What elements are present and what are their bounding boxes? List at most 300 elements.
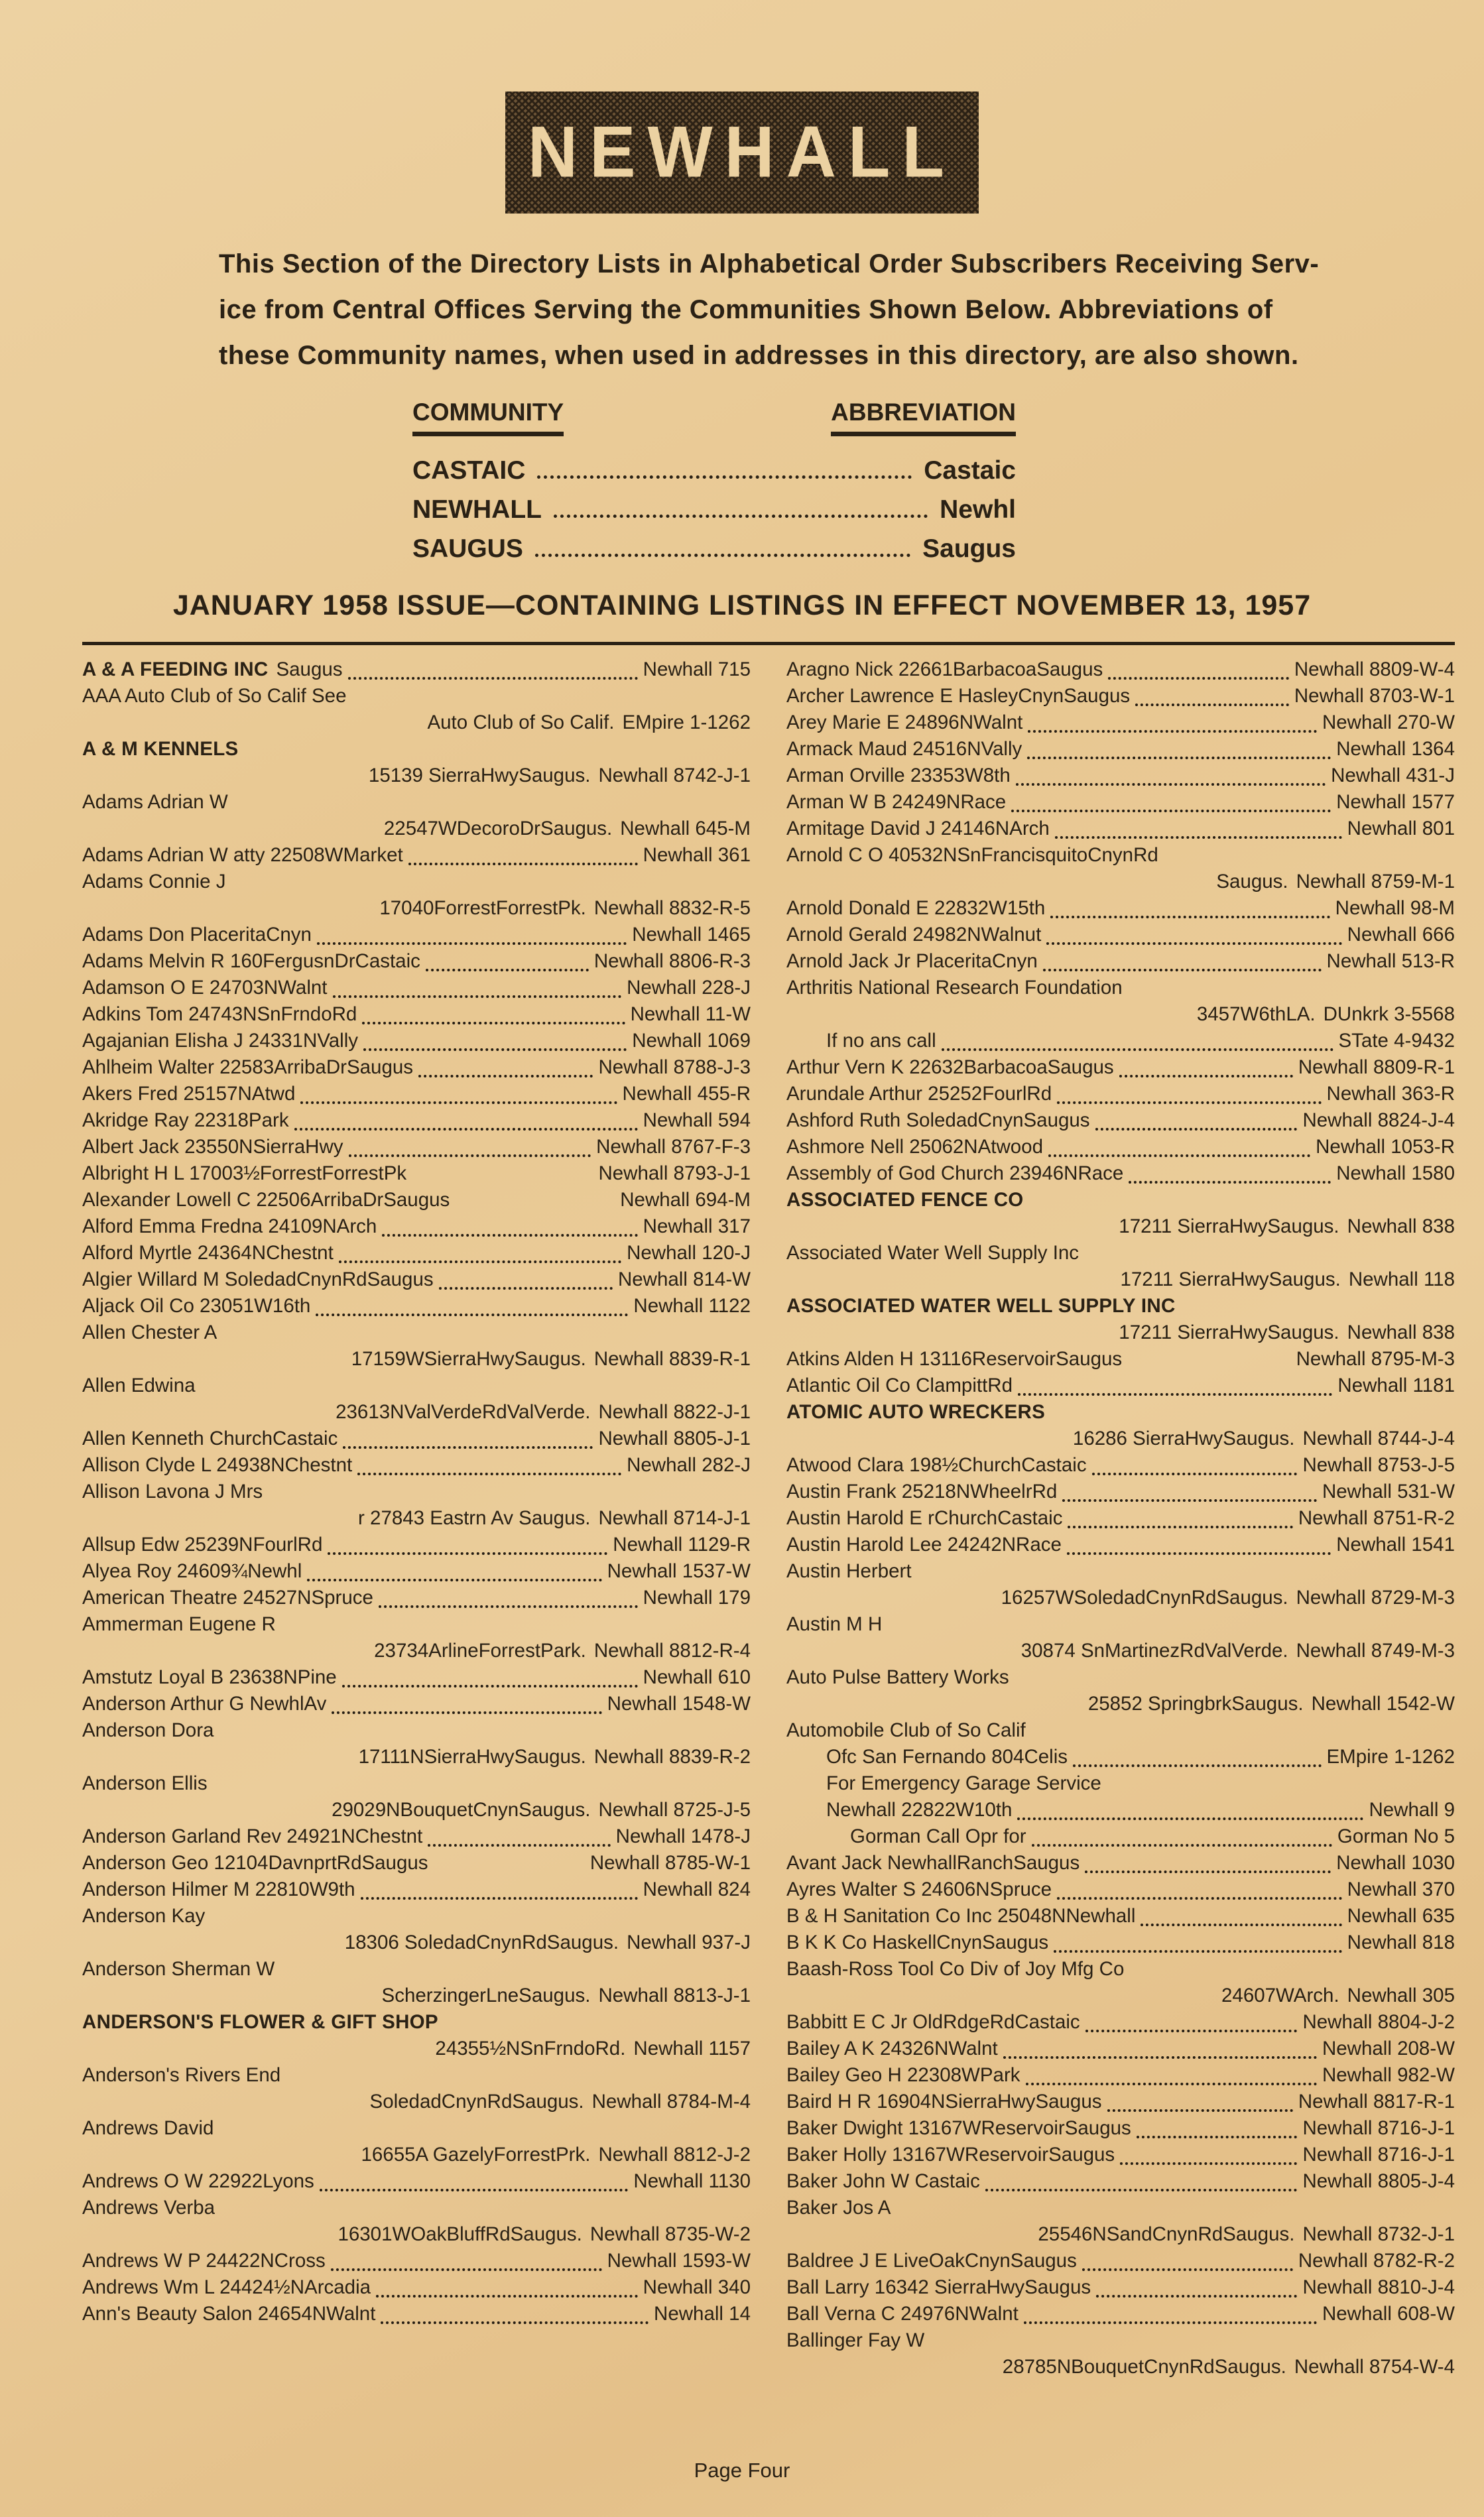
dot-leader [348,677,638,680]
dot-leader [1043,969,1322,971]
directory-entry-line [82,1454,751,1481]
directory-entry-line [82,1905,751,1932]
entry-phone: Newhall 361 [643,844,751,866]
entry-address: Saugus. [1216,871,1288,892]
directory-entry-line [786,1985,1455,2011]
entry-name: Baker John W Castaic [786,2170,980,2192]
entry-phone: Newhall 8813-J-1 [598,1985,751,2006]
entry-phone: Newhall 305 [1347,1985,1455,2006]
directory-entry-line [786,1799,1455,1825]
entry-address: 23613NValVerdeRdValVerde. [336,1401,591,1423]
entry-address: 25852 SpringbrkSaugus. [1087,1693,1304,1715]
dot-leader [343,1446,593,1449]
dot-leader [342,1685,638,1688]
directory-entry-line [786,2276,1455,2303]
entry-name: AAA Auto Club of So Calif See [82,685,347,707]
community-name: SAUGUS [412,534,523,563]
entry-name: Arundale Arthur 25252FourlRd [786,1083,1052,1105]
entry-phone: Newhall 8716-J-1 [1302,2144,1455,2166]
directory-entry-line [82,871,751,897]
entry-phone: Newhall 818 [1347,1932,1455,1953]
directory-entry-line [786,2223,1455,2250]
dot-leader [1046,942,1341,945]
entry-name: Andrews David [82,2117,214,2139]
directory-entry-line [786,2197,1455,2223]
entry-name: Allison Lavona J Mrs [82,1481,263,1503]
directory-entry-line [786,1587,1455,1613]
directory-entry-line [786,950,1455,977]
entry-name: Arnold Jack Jr PlaceritaCnyn [786,950,1038,972]
dot-leader [1017,1817,1363,1820]
entry-name: Anderson Arthur G NewhlAv [82,1693,327,1715]
entry-address: 17040ForrestForrestPk. [379,897,586,919]
entry-name: Akers Fred 25157NAtwd [82,1083,296,1105]
directory-entry-line [82,711,751,738]
listings-column-left [82,658,751,2382]
entry-phone: Newhall 8804-J-2 [1302,2011,1455,2033]
community-abbreviation: Newhl [940,495,1016,524]
dot-leader [1068,1526,1292,1528]
directory-entry-line [786,1030,1455,1056]
directory-entry-line [82,2250,751,2276]
entry-phone: Newhall 8749-M-3 [1296,1640,1455,1662]
entry-name: Bailey A K 24326NWalnt [786,2038,998,2059]
entry-phone: Newhall 228-J [627,977,751,999]
dot-leader [1011,810,1331,812]
directory-entry-line [786,1083,1455,1109]
entry-phone: Newhall 8824-J-4 [1302,1109,1455,1131]
entry-phone: Newhall 1030 [1336,1852,1455,1874]
entry-name: Austin Frank 25218NWheelrRd [786,1481,1058,1503]
entry-address: SoledadCnynRdSaugus. [369,2091,584,2113]
entry-name: Aragno Nick 22661BarbacoaSaugus [786,658,1103,680]
entry-phone: Newhall 814-W [617,1268,751,1290]
entry-phone: Newhall 8767-F-3 [596,1136,751,1158]
entry-phone: Newhall 8812-J-2 [598,2144,751,2166]
directory-entry-line [82,897,751,924]
dot-leader [382,1234,637,1237]
entry-phone: DUnkrk 3-5568 [1323,1003,1455,1025]
newhall-logo [505,92,979,214]
entry-name: Ashmore Nell 25062NAtwood [786,1136,1043,1158]
directory-entry-line [82,1428,751,1454]
entry-phone: Newhall 8822-J-1 [598,1401,751,1423]
dot-leader [294,1128,638,1131]
entry-address: 3457W6thLA. [1196,1003,1316,1025]
directory-entry-line [82,1030,751,1056]
directory-entry-line [786,1958,1455,1985]
directory-entry-line [82,2223,751,2250]
directory-entry-line [786,1878,1455,1905]
entry-name: Ann's Beauty Salon 24654NWalnt [82,2303,376,2325]
entry-name: Arnold Donald E 22832W15th [786,897,1046,919]
entry-name: Atlantic Oil Co ClampittRd [786,1375,1013,1396]
directory-entry-line [82,685,751,711]
directory-entry-line [786,977,1455,1003]
directory-entry-line [786,1719,1455,1746]
table-row [412,495,1016,534]
dot-leader [1026,2083,1317,2085]
community-name: CASTAIC [412,456,526,485]
entry-address: 25546NSandCnynRdSaugus. [1038,2223,1295,2245]
directory-entry-line [82,1268,751,1295]
dot-leader [1085,1871,1331,1873]
directory-entry-line [82,818,751,844]
dot-leader [426,969,589,971]
entry-phone: Newhall 838 [1347,1321,1455,1343]
directory-entry-line [82,1534,751,1560]
entry-phone: Newhall 1580 [1336,1162,1455,1184]
dot-leader [1085,2030,1298,2032]
entry-phone: Newhall 666 [1347,924,1455,946]
entry-address: 18306 SoledadCnynRdSaugus. [344,1932,619,1953]
intro-paragraph [219,241,1444,379]
entry-phone: Newhall 1129-R [613,1534,751,1556]
directory-entry-line [82,1348,751,1375]
directory-entry-line [786,1666,1455,1693]
entry-name: Ballinger Fay W [786,2329,925,2351]
directory-entry-line [82,924,751,950]
entry-name: Ball Larry 16342 SierraHwySaugus [786,2276,1091,2298]
directory-entry-line [786,897,1455,924]
directory-entry-line [786,1560,1455,1587]
entry-phone: Newhall 8751-R-2 [1298,1507,1455,1529]
entry-name: Andrews O W 22922Lyons [82,2170,314,2192]
entry-phone: Newhall 8754-W-4 [1294,2356,1455,2378]
directory-entry-line [82,1932,751,1958]
entry-name: Allen Kenneth ChurchCastaic [82,1428,338,1449]
entry-phone: Newhall 1478-J [615,1825,751,1847]
directory-entry-line [786,1003,1455,1030]
dot-leader [1027,757,1331,759]
dot-leader [1003,2056,1317,2059]
dot-leader [1024,2321,1317,2324]
directory-entry-line [82,2117,751,2144]
directory-entry-line [786,2011,1455,2038]
entry-name: Algier Willard M SoledadCnynRdSaugus [82,1268,434,1290]
dot-leader [1016,783,1326,786]
entry-name: Baker Dwight 13167WReservoirSaugus [786,2117,1131,2139]
entry-phone: Newhall 1122 [633,1295,751,1317]
directory-entry-line [786,2117,1455,2144]
directory-entry-line [786,1162,1455,1189]
entry-phone: Newhall 8703-W-1 [1294,685,1455,707]
dot-leader [317,942,627,945]
entry-name-bold: ANDERSON'S FLOWER & GIFT SHOP [82,2011,438,2033]
entry-phone: Newhall 635 [1347,1905,1455,1927]
entry-phone: Newhall 8817-R-1 [1298,2091,1455,2113]
directory-entry-line [786,1852,1455,1878]
directory-entry-line [786,1189,1455,1215]
directory-entry-line [82,1719,751,1746]
directory-entry-line [786,1507,1455,1534]
entry-phone: Newhall 270-W [1322,711,1455,733]
entry-address: 22547WDecoroDrSaugus. [383,818,613,839]
entry-name: Armitage David J 24146NArch [786,818,1050,839]
entry-name: Alexander Lowell C 22506ArribaDrSaugus [82,1189,450,1211]
entry-name: Austin Harold E rChurchCastaic [786,1507,1063,1529]
directory-entry-line [786,1268,1455,1295]
entry-name: Armack Maud 24516NVally [786,738,1022,760]
community-abbreviation: Saugus [922,534,1016,563]
directory-entry-line [82,1162,751,1189]
listings-area [0,645,1484,2382]
entry-phone: Newhall 431-J [1331,765,1455,786]
entry-name: Archer Lawrence E HasleyCnynSaugus [786,685,1131,707]
entry-phone: Newhall 455-R [622,1083,751,1105]
entry-address: 16286 SierraHwySaugus. [1072,1428,1295,1449]
directory-entry-line [82,1242,751,1268]
directory-entry-line [82,977,751,1003]
entry-phone: Newhall 1541 [1336,1534,1455,1556]
dot-leader [537,475,912,479]
entry-name: Adams Adrian W [82,791,228,813]
entry-phone: Newhall 11-W [630,1003,751,1025]
entry-name: Agajanian Elisha J 24331NVally [82,1030,358,1052]
entry-name-bold: ATOMIC AUTO WRECKERS [786,1401,1046,1423]
entry-name: Adams Don PlaceritaCnyn [82,924,312,946]
directory-entry-line [82,2144,751,2170]
entry-phone: Newhall 8812-R-4 [593,1640,751,1662]
table-header-row [412,399,1016,436]
entry-phone: Newhall 8805-J-4 [1302,2170,1455,2192]
dot-leader [307,1579,601,1581]
entry-phone: Newhall 1181 [1337,1375,1455,1396]
entry-name: Baker Holly 13167WReservoirSaugus [786,2144,1115,2166]
entry-phone: Newhall 715 [643,658,751,680]
dot-leader [1073,1764,1321,1767]
entry-phone: Newhall 8753-J-5 [1302,1454,1455,1476]
directory-entry-line [82,1613,751,1640]
directory-entry-line [786,658,1455,685]
entry-phone: Newhall 594 [643,1109,751,1131]
entry-address: 16655A GazelyForrestPrk. [361,2144,591,2166]
page-number: Page Four [694,2459,790,2482]
dot-leader [379,1605,638,1608]
directory-entry-line [82,658,751,685]
directory-entry-line [82,1666,751,1693]
directory-page [0,92,1484,2482]
directory-entry-line [786,1613,1455,1640]
entry-name: Ayres Walter S 24606NSpruce [786,1878,1052,1900]
entry-phone: Newhall 8809-R-1 [1298,1056,1455,1078]
directory-entry-line [786,1772,1455,1799]
entry-name: Baash-Ross Tool Co Div of Joy Mfg Co [786,1958,1125,1980]
directory-entry-line [82,1481,751,1507]
dot-leader [408,863,638,865]
entry-phone: Gorman No 5 [1337,1825,1455,1847]
entry-phone: Newhall 282-J [627,1454,751,1476]
entry-name: Atkins Alden H 13116ReservoirSaugus [786,1348,1123,1370]
directory-entry-line [786,2356,1455,2382]
directory-entry-line [82,1878,751,1905]
entry-phone: Newhall 317 [643,1215,751,1237]
directory-entry-line [786,1375,1455,1401]
table-row [412,456,1016,495]
directory-entry-line [82,2011,751,2038]
dot-leader [1050,916,1329,918]
entry-phone: Newhall 8784-M-4 [591,2091,751,2113]
entry-phone: Newhall 8839-R-1 [593,1348,751,1370]
entry-name: Babbitt E C Jr OldRdgeRdCastaic [786,2011,1080,2033]
directory-entry-line [786,1109,1455,1136]
entry-name: Atwood Clara 198½ChurchCastaic [786,1454,1087,1476]
entry-name: Bailey Geo H 22308WPark [786,2064,1020,2086]
directory-entry-line [82,1375,751,1401]
entry-name: Aljack Oil Co 23051W16th [82,1295,311,1317]
directory-entry-line [786,1348,1455,1375]
entry-name: Arman Orville 23353W8th [786,765,1011,786]
entry-address: 16257WSoledadCnynRdSaugus. [1001,1587,1288,1609]
dot-leader [300,1101,617,1104]
entry-name: Albert Jack 23550NSierraHwy [82,1136,343,1158]
directory-entry-line [786,1825,1455,1852]
entry-phone: Newhall 98-M [1335,897,1455,919]
directory-entry-line [786,711,1455,738]
entry-address: 17211 SierraHwySaugus. [1119,1215,1339,1237]
entry-address: 30874 SnMartinezRdValVerde. [1020,1640,1288,1662]
entry-phone: Newhall 531-W [1322,1481,1455,1503]
entry-name-bold: A & M KENNELS [82,738,239,760]
community-name: NEWHALL [412,495,542,524]
directory-entry-line [82,2276,751,2303]
entry-phone: Newhall 8716-J-1 [1302,2117,1455,2139]
entry-name: B & H Sanitation Co Inc 25048NNewhall [786,1905,1136,1927]
dot-leader [1062,1499,1317,1502]
entry-phone: Newhall 937-J [627,1932,751,1953]
entry-name-bold: ASSOCIATED WATER WELL SUPPLY INC [786,1295,1176,1317]
entry-name: Assembly of God Church 23946NRace [786,1162,1124,1184]
directory-entry-line [82,1003,751,1030]
entry-phone: Newhall 118 [1348,1268,1455,1290]
entry-phone: Newhall 8806-R-3 [593,950,751,972]
entry-phone: Newhall 610 [643,1666,751,1688]
entry-phone: Newhall 1593-W [607,2250,751,2272]
dot-leader [361,1897,638,1900]
entry-phone: Newhall 208-W [1322,2038,1455,2059]
dot-leader [320,2189,629,2191]
entry-phone: Newhall 1069 [632,1030,751,1052]
directory-entry-line [82,1985,751,2011]
directory-entry-line [786,1693,1455,1719]
entry-name-bold: ASSOCIATED FENCE CO [786,1189,1024,1211]
entry-phone: Newhall 8729-M-3 [1296,1587,1455,1609]
directory-entry-line [786,871,1455,897]
entry-phone: Newhall 8809-W-4 [1294,658,1455,680]
entry-phone: Newhall 1157 [633,2038,751,2059]
directory-entry-line [82,1799,751,1825]
directory-entry-line [82,1295,751,1321]
entry-phone: Newhall 8735-W-2 [589,2223,751,2245]
directory-entry-line [82,1825,751,1852]
dot-leader [1108,677,1289,680]
entry-phone: Newhall 1364 [1336,738,1455,760]
entry-phone: Newhall 363-R [1326,1083,1455,1105]
entry-phone: Newhall 838 [1347,1215,1455,1237]
issue-line: JANUARY 1958 ISSUE—CONTAINING LISTINGS IN EFFECT NOVEMBER 13, 1957 [172,589,1312,621]
dot-leader [1141,1924,1341,1926]
directory-entry-line [82,1109,751,1136]
community-column-header: COMMUNITY [412,399,564,436]
entry-name: Baldree J E LiveOakCnynSaugus [786,2250,1077,2272]
directory-entry-line [82,1587,751,1613]
entry-name: Newhall 22822W10th [826,1799,1013,1821]
entry-name: Ashford Ruth SoledadCnynSaugus [786,1109,1090,1131]
dot-leader [418,1075,593,1077]
entry-name: Anderson Geo 12104DavnprtRdSaugus [82,1852,428,1874]
directory-entry-line [786,765,1455,791]
entry-name: Ball Verna C 24976NWalnt [786,2303,1019,2325]
entry-name: Allison Clyde L 24938NChestnt [82,1454,353,1476]
directory-entry-line [786,1321,1455,1348]
directory-entry-line [786,1454,1455,1481]
directory-entry-line [82,738,751,765]
directory-entry-line [82,2064,751,2091]
dot-leader [333,995,622,998]
entry-name: Austin Harold Lee 24242NRace [786,1534,1062,1556]
entry-name: Albright H L 17003½ForrestForrestPk [82,1162,407,1184]
abbreviation-column-header: ABBREVIATION [831,399,1016,436]
entry-phone: STate 4-9432 [1338,1030,1455,1052]
dot-leader [554,515,928,518]
directory-entry-line [82,1401,751,1428]
directory-entry-line [786,1746,1455,1772]
entry-phone: Newhall 8795-M-3 [1296,1348,1455,1370]
entry-name: Arman W B 24249NRace [786,791,1007,813]
directory-entry-line [786,1905,1455,1932]
dot-leader [439,1287,613,1290]
entry-phone: Newhall 1465 [632,924,751,946]
community-abbreviation-table [412,399,1016,574]
entry-name: Adamson O E 24703NWalnt [82,977,328,999]
directory-entry-line [786,2303,1455,2329]
dot-leader [332,1711,601,1714]
directory-entry-line [82,1507,751,1534]
entry-phone: Newhall 1542-W [1311,1693,1455,1715]
table-row [412,534,1016,574]
entry-name: Arey Marie E 24896NWalnt [786,711,1023,733]
dot-leader [1095,1128,1298,1131]
entry-name: Arthritis National Research Foundation [786,977,1123,999]
dot-leader [1137,2136,1298,2138]
directory-entry-line [82,1852,751,1878]
entry-address: ScherzingerLneSaugus. [381,1985,591,2006]
dot-leader [1107,2109,1293,2112]
entry-name: Ofc San Fernando 804Celis [826,1746,1068,1768]
entry-phone: Newhall 14 [654,2303,751,2325]
entry-phone: Newhall 1130 [633,2170,751,2192]
entry-address: 15139 SierraHwySaugus. [368,765,591,786]
dot-leader [1028,730,1317,733]
dot-leader [381,2321,649,2324]
entry-name: Allen Edwina [82,1375,196,1396]
dot-leader [357,1473,621,1475]
entry-name: For Emergency Garage Service [826,1772,1101,1794]
entry-name: Andrews W P 24422NCross [82,2250,326,2272]
directory-entry-line [786,685,1455,711]
listings-column-right [786,658,1455,2382]
directory-entry-line [82,1215,751,1242]
directory-entry-line [82,1772,751,1799]
directory-entry-line [786,1242,1455,1268]
entry-name: Andrews Wm L 24424½NArcadia [82,2276,371,2298]
entry-name-bold: A & A FEEDING INC [82,658,269,680]
directory-entry-line [82,1746,751,1772]
dot-leader [331,2268,602,2271]
entry-phone: Newhall 694-M [620,1189,751,1211]
entry-phone: Newhall 8744-J-4 [1302,1428,1455,1449]
entry-phone: Newhall 8782-R-2 [1298,2250,1455,2272]
